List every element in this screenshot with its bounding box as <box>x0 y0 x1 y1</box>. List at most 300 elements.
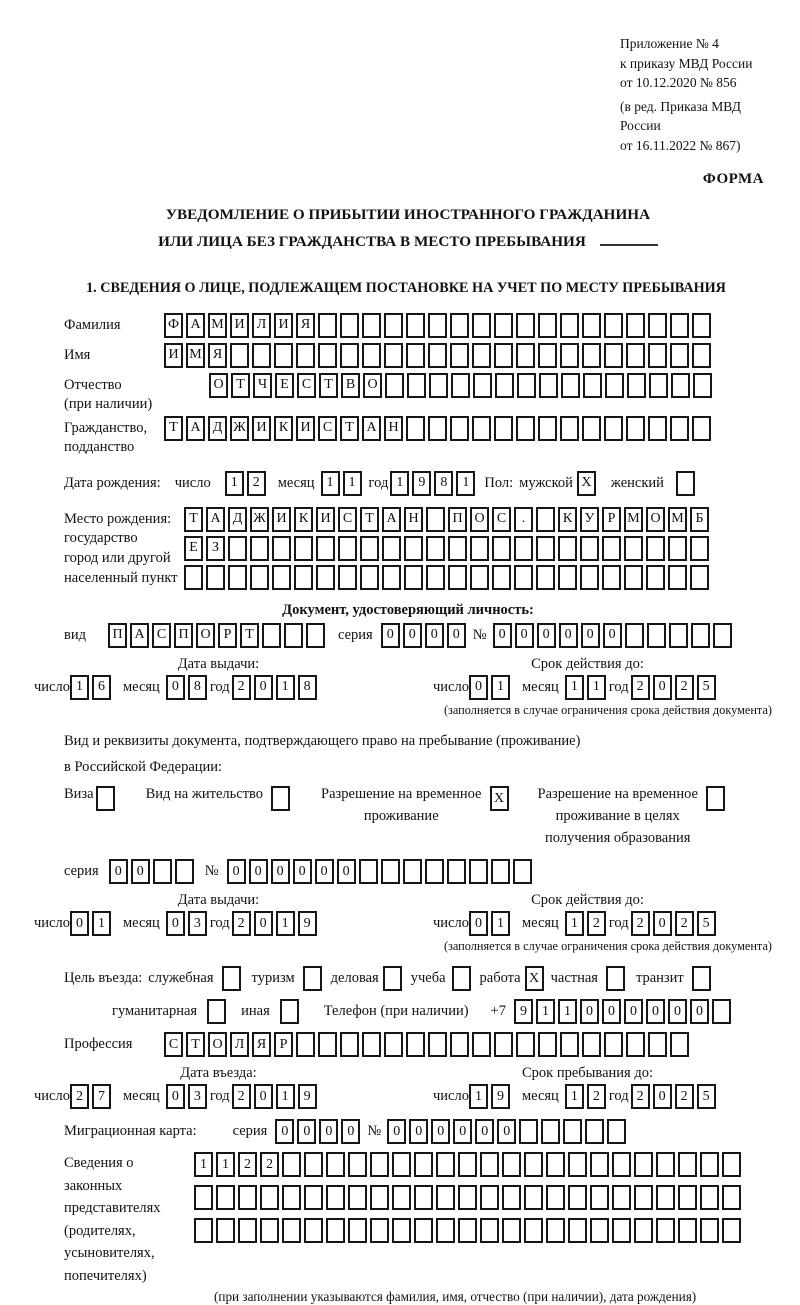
char-box[interactable]: 8 <box>298 675 317 700</box>
char-box[interactable] <box>546 1218 565 1243</box>
char-box[interactable] <box>546 1152 565 1177</box>
char-box[interactable] <box>519 1119 538 1144</box>
char-box[interactable] <box>516 343 535 368</box>
char-box[interactable] <box>348 1185 367 1210</box>
char-box[interactable] <box>634 1218 653 1243</box>
char-box[interactable]: 0 <box>493 623 512 648</box>
char-box[interactable]: 8 <box>188 675 207 700</box>
char-box[interactable] <box>494 343 513 368</box>
char-box[interactable] <box>624 536 643 561</box>
char-box[interactable] <box>469 859 488 884</box>
char-box[interactable]: 0 <box>580 999 599 1024</box>
char-box[interactable] <box>700 1152 719 1177</box>
char-box[interactable] <box>607 1119 626 1144</box>
char-box[interactable] <box>470 536 489 561</box>
char-box[interactable] <box>502 1152 521 1177</box>
char-box[interactable]: 1 <box>390 471 409 496</box>
char-box[interactable]: 2 <box>587 911 606 936</box>
char-box[interactable] <box>304 1185 323 1210</box>
char-box[interactable]: . <box>514 507 533 532</box>
char-box[interactable]: 0 <box>319 1119 338 1144</box>
char-box[interactable] <box>670 1032 689 1057</box>
char-box[interactable]: Е <box>275 373 294 398</box>
char-box[interactable] <box>303 966 322 991</box>
char-box[interactable] <box>558 536 577 561</box>
char-box[interactable] <box>338 536 357 561</box>
char-box[interactable] <box>538 416 557 441</box>
char-box[interactable] <box>428 416 447 441</box>
char-box[interactable]: 0 <box>475 1119 494 1144</box>
char-box[interactable] <box>712 999 731 1024</box>
char-box[interactable]: Т <box>231 373 250 398</box>
char-box[interactable]: Я <box>252 1032 271 1057</box>
char-box[interactable]: 1 <box>321 471 340 496</box>
char-box[interactable]: Л <box>230 1032 249 1057</box>
char-box[interactable] <box>722 1218 741 1243</box>
char-box[interactable]: 2 <box>247 471 266 496</box>
char-box[interactable] <box>624 565 643 590</box>
char-box[interactable] <box>560 416 579 441</box>
char-box[interactable] <box>318 1032 337 1057</box>
char-box[interactable]: З <box>206 536 225 561</box>
char-box[interactable]: 9 <box>491 1084 510 1109</box>
char-box[interactable]: Т <box>340 416 359 441</box>
char-box[interactable]: Е <box>184 536 203 561</box>
char-box[interactable] <box>294 536 313 561</box>
char-box[interactable]: 0 <box>109 859 128 884</box>
char-box[interactable] <box>230 343 249 368</box>
char-box[interactable] <box>450 416 469 441</box>
char-box[interactable]: Ф <box>164 313 183 338</box>
char-box[interactable] <box>306 623 325 648</box>
char-box[interactable] <box>207 999 226 1024</box>
char-box[interactable] <box>447 859 466 884</box>
char-box[interactable] <box>626 1032 645 1057</box>
char-box[interactable]: О <box>470 507 489 532</box>
char-box[interactable] <box>206 565 225 590</box>
char-box[interactable]: Н <box>404 507 423 532</box>
char-box[interactable]: 2 <box>238 1152 257 1177</box>
char-box[interactable] <box>626 313 645 338</box>
char-box[interactable]: И <box>252 416 271 441</box>
char-box[interactable] <box>184 565 203 590</box>
char-box[interactable]: С <box>338 507 357 532</box>
char-box[interactable] <box>384 343 403 368</box>
char-box[interactable] <box>436 1218 455 1243</box>
char-box[interactable]: О <box>196 623 215 648</box>
char-box[interactable] <box>606 966 625 991</box>
char-box[interactable]: 9 <box>298 911 317 936</box>
char-box[interactable]: А <box>186 313 205 338</box>
char-box[interactable]: О <box>646 507 665 532</box>
char-box[interactable]: 2 <box>675 1084 694 1109</box>
char-box[interactable]: 0 <box>381 623 400 648</box>
char-box[interactable] <box>381 859 400 884</box>
char-box[interactable]: 0 <box>653 675 672 700</box>
char-box[interactable]: 2 <box>675 675 694 700</box>
char-box[interactable]: М <box>186 343 205 368</box>
char-box[interactable]: 9 <box>412 471 431 496</box>
char-box[interactable] <box>194 1185 213 1210</box>
char-box[interactable]: Т <box>184 507 203 532</box>
char-box[interactable]: И <box>230 313 249 338</box>
char-box[interactable]: А <box>186 416 205 441</box>
char-box[interactable] <box>582 1032 601 1057</box>
char-box[interactable] <box>646 565 665 590</box>
char-box[interactable] <box>671 373 690 398</box>
char-box[interactable] <box>153 859 172 884</box>
char-box[interactable] <box>392 1185 411 1210</box>
char-box[interactable]: К <box>294 507 313 532</box>
char-box[interactable] <box>340 1032 359 1057</box>
char-box[interactable]: Р <box>274 1032 293 1057</box>
char-box[interactable] <box>359 859 378 884</box>
char-box[interactable] <box>604 416 623 441</box>
char-box[interactable]: 0 <box>453 1119 472 1144</box>
char-box[interactable] <box>670 416 689 441</box>
char-box[interactable]: 1 <box>558 999 577 1024</box>
char-box[interactable] <box>362 1032 381 1057</box>
char-box[interactable] <box>470 565 489 590</box>
char-box[interactable] <box>516 313 535 338</box>
char-box[interactable] <box>272 565 291 590</box>
char-box[interactable] <box>604 343 623 368</box>
char-box[interactable]: 0 <box>469 911 488 936</box>
char-box[interactable] <box>647 623 666 648</box>
char-box[interactable] <box>502 1185 521 1210</box>
char-box[interactable] <box>426 565 445 590</box>
char-box[interactable] <box>626 416 645 441</box>
char-box[interactable]: 0 <box>131 859 150 884</box>
char-box[interactable] <box>282 1185 301 1210</box>
char-box[interactable] <box>260 1218 279 1243</box>
char-box[interactable] <box>560 1032 579 1057</box>
char-box[interactable] <box>472 416 491 441</box>
char-box[interactable] <box>538 313 557 338</box>
char-box[interactable] <box>385 373 404 398</box>
char-box[interactable]: Т <box>240 623 259 648</box>
char-box[interactable] <box>612 1185 631 1210</box>
char-box[interactable]: 0 <box>254 911 273 936</box>
char-box[interactable]: 0 <box>227 859 246 884</box>
char-box[interactable] <box>678 1152 697 1177</box>
char-box[interactable] <box>480 1218 499 1243</box>
char-box[interactable] <box>473 373 492 398</box>
char-box[interactable] <box>692 416 711 441</box>
char-box[interactable]: 5 <box>697 1084 716 1109</box>
char-box[interactable] <box>250 565 269 590</box>
char-box[interactable]: 2 <box>587 1084 606 1109</box>
char-box[interactable]: 9 <box>514 999 533 1024</box>
char-box[interactable]: 1 <box>491 911 510 936</box>
char-box[interactable] <box>700 1185 719 1210</box>
char-box[interactable]: 1 <box>565 675 584 700</box>
char-box[interactable] <box>538 343 557 368</box>
char-box[interactable] <box>536 565 555 590</box>
char-box[interactable] <box>568 1218 587 1243</box>
char-box[interactable]: 0 <box>403 623 422 648</box>
char-box[interactable] <box>472 1032 491 1057</box>
char-box[interactable] <box>406 313 425 338</box>
char-box[interactable]: 1 <box>276 675 295 700</box>
char-box[interactable] <box>602 565 621 590</box>
char-box[interactable] <box>546 1185 565 1210</box>
char-box[interactable] <box>722 1185 741 1210</box>
char-box[interactable] <box>216 1185 235 1210</box>
char-box[interactable]: 1 <box>225 471 244 496</box>
char-box[interactable]: М <box>624 507 643 532</box>
char-box[interactable]: 1 <box>456 471 475 496</box>
char-box[interactable]: 6 <box>92 675 111 700</box>
char-box[interactable] <box>448 565 467 590</box>
char-box[interactable] <box>472 313 491 338</box>
char-box[interactable] <box>568 1152 587 1177</box>
char-box[interactable] <box>590 1152 609 1177</box>
char-box[interactable] <box>458 1185 477 1210</box>
char-box[interactable]: 1 <box>194 1152 213 1177</box>
char-box[interactable] <box>536 507 555 532</box>
char-box[interactable] <box>558 565 577 590</box>
char-box[interactable]: 0 <box>249 859 268 884</box>
char-box[interactable]: 1 <box>587 675 606 700</box>
char-box[interactable] <box>692 966 711 991</box>
char-box[interactable] <box>524 1185 543 1210</box>
char-box[interactable]: 1 <box>469 1084 488 1109</box>
char-box[interactable]: 0 <box>166 675 185 700</box>
char-box[interactable]: Р <box>218 623 237 648</box>
char-box[interactable]: Ж <box>230 416 249 441</box>
char-box[interactable]: 0 <box>537 623 556 648</box>
char-box[interactable] <box>450 343 469 368</box>
char-box[interactable] <box>250 536 269 561</box>
char-box[interactable]: Ж <box>250 507 269 532</box>
char-box[interactable]: У <box>580 507 599 532</box>
char-box[interactable] <box>590 1185 609 1210</box>
char-box[interactable] <box>676 471 695 496</box>
char-box[interactable] <box>284 623 303 648</box>
char-box[interactable]: Т <box>319 373 338 398</box>
char-box[interactable]: О <box>208 1032 227 1057</box>
char-box[interactable]: X <box>525 966 544 991</box>
char-box[interactable] <box>583 373 602 398</box>
char-box[interactable]: 0 <box>431 1119 450 1144</box>
char-box[interactable] <box>605 373 624 398</box>
char-box[interactable] <box>669 623 688 648</box>
char-box[interactable]: 0 <box>341 1119 360 1144</box>
char-box[interactable] <box>604 313 623 338</box>
char-box[interactable] <box>649 373 668 398</box>
char-box[interactable] <box>494 313 513 338</box>
char-box[interactable] <box>392 1218 411 1243</box>
char-box[interactable]: С <box>152 623 171 648</box>
char-box[interactable]: 2 <box>232 911 251 936</box>
char-box[interactable] <box>538 1032 557 1057</box>
char-box[interactable] <box>494 416 513 441</box>
char-box[interactable]: 1 <box>276 911 295 936</box>
char-box[interactable] <box>648 343 667 368</box>
char-box[interactable]: 0 <box>387 1119 406 1144</box>
char-box[interactable]: С <box>164 1032 183 1057</box>
char-box[interactable] <box>425 859 444 884</box>
char-box[interactable]: Д <box>228 507 247 532</box>
char-box[interactable] <box>568 1185 587 1210</box>
char-box[interactable]: 9 <box>298 1084 317 1109</box>
char-box[interactable] <box>316 565 335 590</box>
char-box[interactable] <box>690 565 709 590</box>
char-box[interactable] <box>480 1152 499 1177</box>
char-box[interactable]: А <box>130 623 149 648</box>
char-box[interactable] <box>403 859 422 884</box>
char-box[interactable] <box>360 536 379 561</box>
char-box[interactable]: 2 <box>675 911 694 936</box>
char-box[interactable] <box>668 536 687 561</box>
char-box[interactable] <box>272 536 291 561</box>
char-box[interactable]: 2 <box>631 1084 650 1109</box>
char-box[interactable] <box>260 1185 279 1210</box>
char-box[interactable] <box>428 313 447 338</box>
char-box[interactable]: X <box>490 786 509 811</box>
char-box[interactable]: 0 <box>166 911 185 936</box>
char-box[interactable] <box>448 536 467 561</box>
char-box[interactable] <box>561 373 580 398</box>
char-box[interactable]: И <box>316 507 335 532</box>
char-box[interactable]: 1 <box>536 999 555 1024</box>
char-box[interactable] <box>362 313 381 338</box>
char-box[interactable]: 5 <box>697 911 716 936</box>
char-box[interactable]: М <box>208 313 227 338</box>
char-box[interactable] <box>450 1032 469 1057</box>
char-box[interactable]: 0 <box>668 999 687 1024</box>
char-box[interactable]: 0 <box>581 623 600 648</box>
char-box[interactable]: И <box>296 416 315 441</box>
char-box[interactable]: 1 <box>216 1152 235 1177</box>
char-box[interactable]: 3 <box>188 911 207 936</box>
char-box[interactable]: А <box>382 507 401 532</box>
char-box[interactable] <box>262 623 281 648</box>
char-box[interactable]: 0 <box>653 911 672 936</box>
char-box[interactable] <box>216 1218 235 1243</box>
char-box[interactable] <box>656 1152 675 1177</box>
char-box[interactable] <box>436 1152 455 1177</box>
char-box[interactable]: 0 <box>515 623 534 648</box>
char-box[interactable] <box>560 313 579 338</box>
char-box[interactable] <box>404 536 423 561</box>
char-box[interactable]: А <box>206 507 225 532</box>
char-box[interactable]: 1 <box>565 1084 584 1109</box>
char-box[interactable] <box>414 1152 433 1177</box>
char-box[interactable] <box>271 786 290 811</box>
char-box[interactable] <box>384 1032 403 1057</box>
char-box[interactable] <box>360 565 379 590</box>
char-box[interactable] <box>382 565 401 590</box>
char-box[interactable] <box>458 1218 477 1243</box>
char-box[interactable]: 1 <box>491 675 510 700</box>
char-box[interactable]: 1 <box>70 675 89 700</box>
char-box[interactable] <box>406 343 425 368</box>
char-box[interactable] <box>692 343 711 368</box>
char-box[interactable] <box>656 1218 675 1243</box>
char-box[interactable]: Т <box>164 416 183 441</box>
char-box[interactable] <box>627 373 646 398</box>
char-box[interactable] <box>646 536 665 561</box>
char-box[interactable] <box>228 536 247 561</box>
char-box[interactable]: X <box>577 471 596 496</box>
char-box[interactable]: Б <box>690 507 709 532</box>
char-box[interactable] <box>326 1185 345 1210</box>
char-box[interactable] <box>392 1152 411 1177</box>
char-box[interactable] <box>340 313 359 338</box>
char-box[interactable]: 5 <box>697 675 716 700</box>
char-box[interactable]: 0 <box>275 1119 294 1144</box>
char-box[interactable] <box>713 623 732 648</box>
char-box[interactable]: 0 <box>409 1119 428 1144</box>
char-box[interactable] <box>692 313 711 338</box>
char-box[interactable] <box>604 1032 623 1057</box>
char-box[interactable]: Л <box>252 313 271 338</box>
char-box[interactable] <box>582 343 601 368</box>
char-box[interactable] <box>691 623 710 648</box>
char-box[interactable]: 0 <box>624 999 643 1024</box>
char-box[interactable] <box>429 373 448 398</box>
char-box[interactable] <box>426 507 445 532</box>
char-box[interactable] <box>452 966 471 991</box>
char-box[interactable] <box>670 313 689 338</box>
char-box[interactable] <box>524 1152 543 1177</box>
char-box[interactable] <box>428 343 447 368</box>
char-box[interactable] <box>304 1152 323 1177</box>
char-box[interactable] <box>282 1218 301 1243</box>
char-box[interactable] <box>383 966 402 991</box>
char-box[interactable] <box>472 343 491 368</box>
char-box[interactable] <box>414 1185 433 1210</box>
char-box[interactable] <box>494 1032 513 1057</box>
char-box[interactable] <box>382 536 401 561</box>
char-box[interactable]: С <box>297 373 316 398</box>
char-box[interactable]: 0 <box>646 999 665 1024</box>
char-box[interactable] <box>316 536 335 561</box>
char-box[interactable] <box>428 1032 447 1057</box>
char-box[interactable] <box>280 999 299 1024</box>
char-box[interactable] <box>502 1218 521 1243</box>
char-box[interactable] <box>612 1152 631 1177</box>
char-box[interactable]: 8 <box>434 471 453 496</box>
char-box[interactable] <box>407 373 426 398</box>
char-box[interactable] <box>602 536 621 561</box>
char-box[interactable]: О <box>209 373 228 398</box>
char-box[interactable] <box>634 1152 653 1177</box>
char-box[interactable] <box>634 1185 653 1210</box>
char-box[interactable] <box>304 1218 323 1243</box>
char-box[interactable]: П <box>448 507 467 532</box>
char-box[interactable] <box>648 416 667 441</box>
char-box[interactable] <box>450 313 469 338</box>
char-box[interactable]: 2 <box>260 1152 279 1177</box>
char-box[interactable] <box>514 536 533 561</box>
char-box[interactable]: К <box>274 416 293 441</box>
char-box[interactable]: 0 <box>297 1119 316 1144</box>
char-box[interactable]: 0 <box>425 623 444 648</box>
char-box[interactable] <box>514 565 533 590</box>
char-box[interactable] <box>252 343 271 368</box>
char-box[interactable]: 0 <box>602 999 621 1024</box>
char-box[interactable]: К <box>558 507 577 532</box>
char-box[interactable]: В <box>341 373 360 398</box>
char-box[interactable] <box>406 416 425 441</box>
char-box[interactable] <box>517 373 536 398</box>
char-box[interactable] <box>516 1032 535 1057</box>
char-box[interactable] <box>668 565 687 590</box>
char-box[interactable] <box>296 1032 315 1057</box>
